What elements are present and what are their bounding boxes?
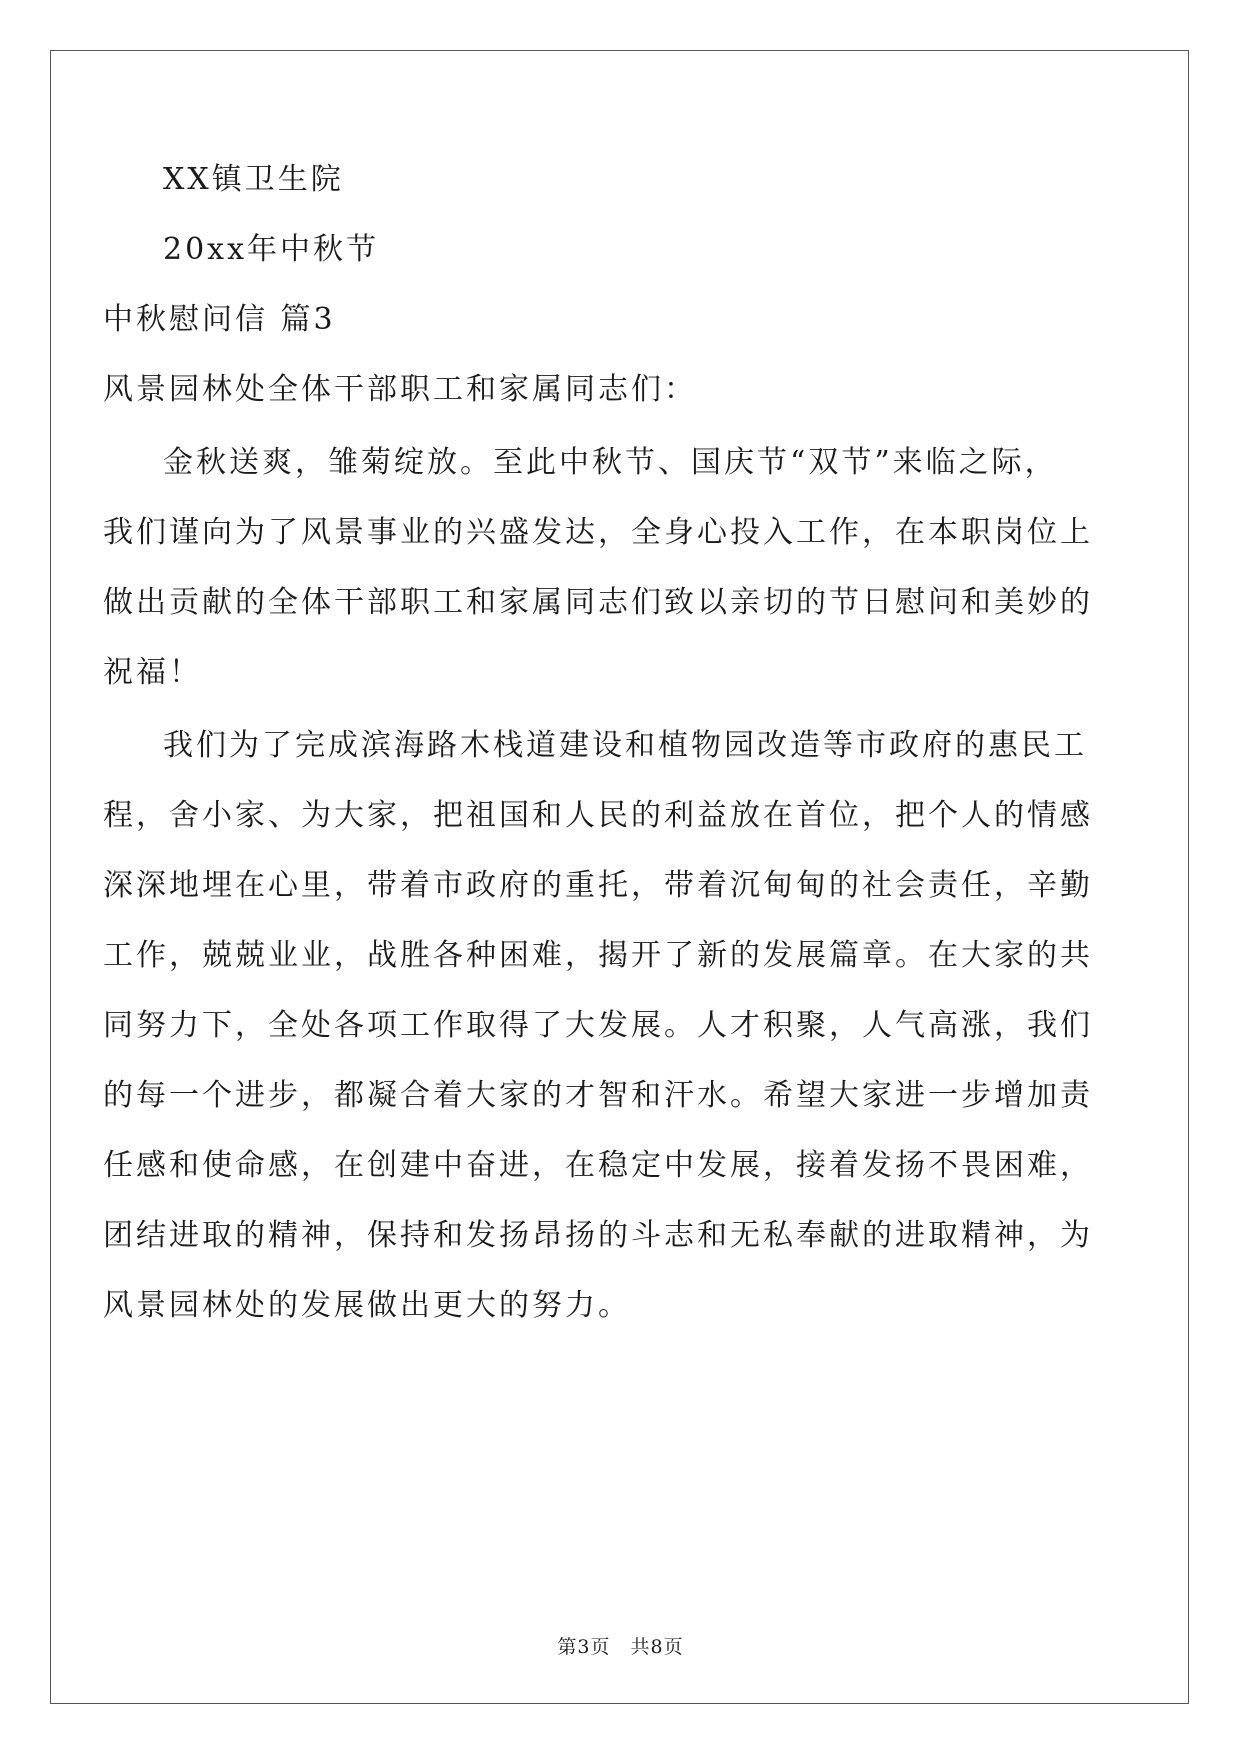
paragraph-1-line: 金秋送爽，雏菊绽放。至此中秋节、国庆节“双节”来临之际， (163, 445, 1058, 480)
paragraph-2-line: 工作，兢兢业业，战胜各种困难，揭开了新的发展篇章。在大家的共 (103, 938, 1093, 973)
paragraph-1-line: 我们谨向为了风景事业的兴盛发达，全身心投入工作，在本职岗位上 (103, 515, 1093, 550)
paragraph-2-line: 我们为了完成滨海路木栈道建设和植物园改造等市政府的惠民工 (163, 728, 1087, 763)
section-title: 中秋慰问信 篇3 (103, 302, 336, 337)
paragraph-2-line: 任感和使命感，在创建中奋进，在稳定中发展，接着发扬不畏困难， (103, 1148, 1093, 1183)
paragraph-2-line: 同努力下，全处各项工作取得了大发展。人才积聚，人气高涨，我们 (103, 1008, 1093, 1043)
paragraph-2-line: 的每一个进步，都凝合着大家的才智和汗水。希望大家进一步增加责 (103, 1078, 1093, 1113)
signature-date: 20xx年中秋节 (163, 232, 380, 267)
paragraph-1-line: 做出贡献的全体干部职工和家属同志们致以亲切的节日慰问和美妙的 (103, 585, 1093, 620)
paragraph-2-line: 团结进取的精神，保持和发扬昂扬的斗志和无私奉献的进取精神，为 (103, 1218, 1093, 1253)
paragraph-2-line: 程，舍小家、为大家，把祖国和人民的利益放在首位，把个人的情感 (103, 798, 1093, 833)
paragraph-2-line: 风景园林处的发展做出更大的努力。 (103, 1288, 631, 1323)
page-number: 第3页 共8页 (557, 1636, 684, 1658)
salutation: 风景园林处全体干部职工和家属同志们： (103, 372, 697, 407)
signature-org: XX镇卫生院 (163, 162, 344, 197)
paragraph-2-line: 深深地埋在心里，带着市政府的重托，带着沉甸甸的社会责任，辛勤 (103, 868, 1093, 903)
paragraph-1-line: 祝福！ (103, 655, 202, 690)
